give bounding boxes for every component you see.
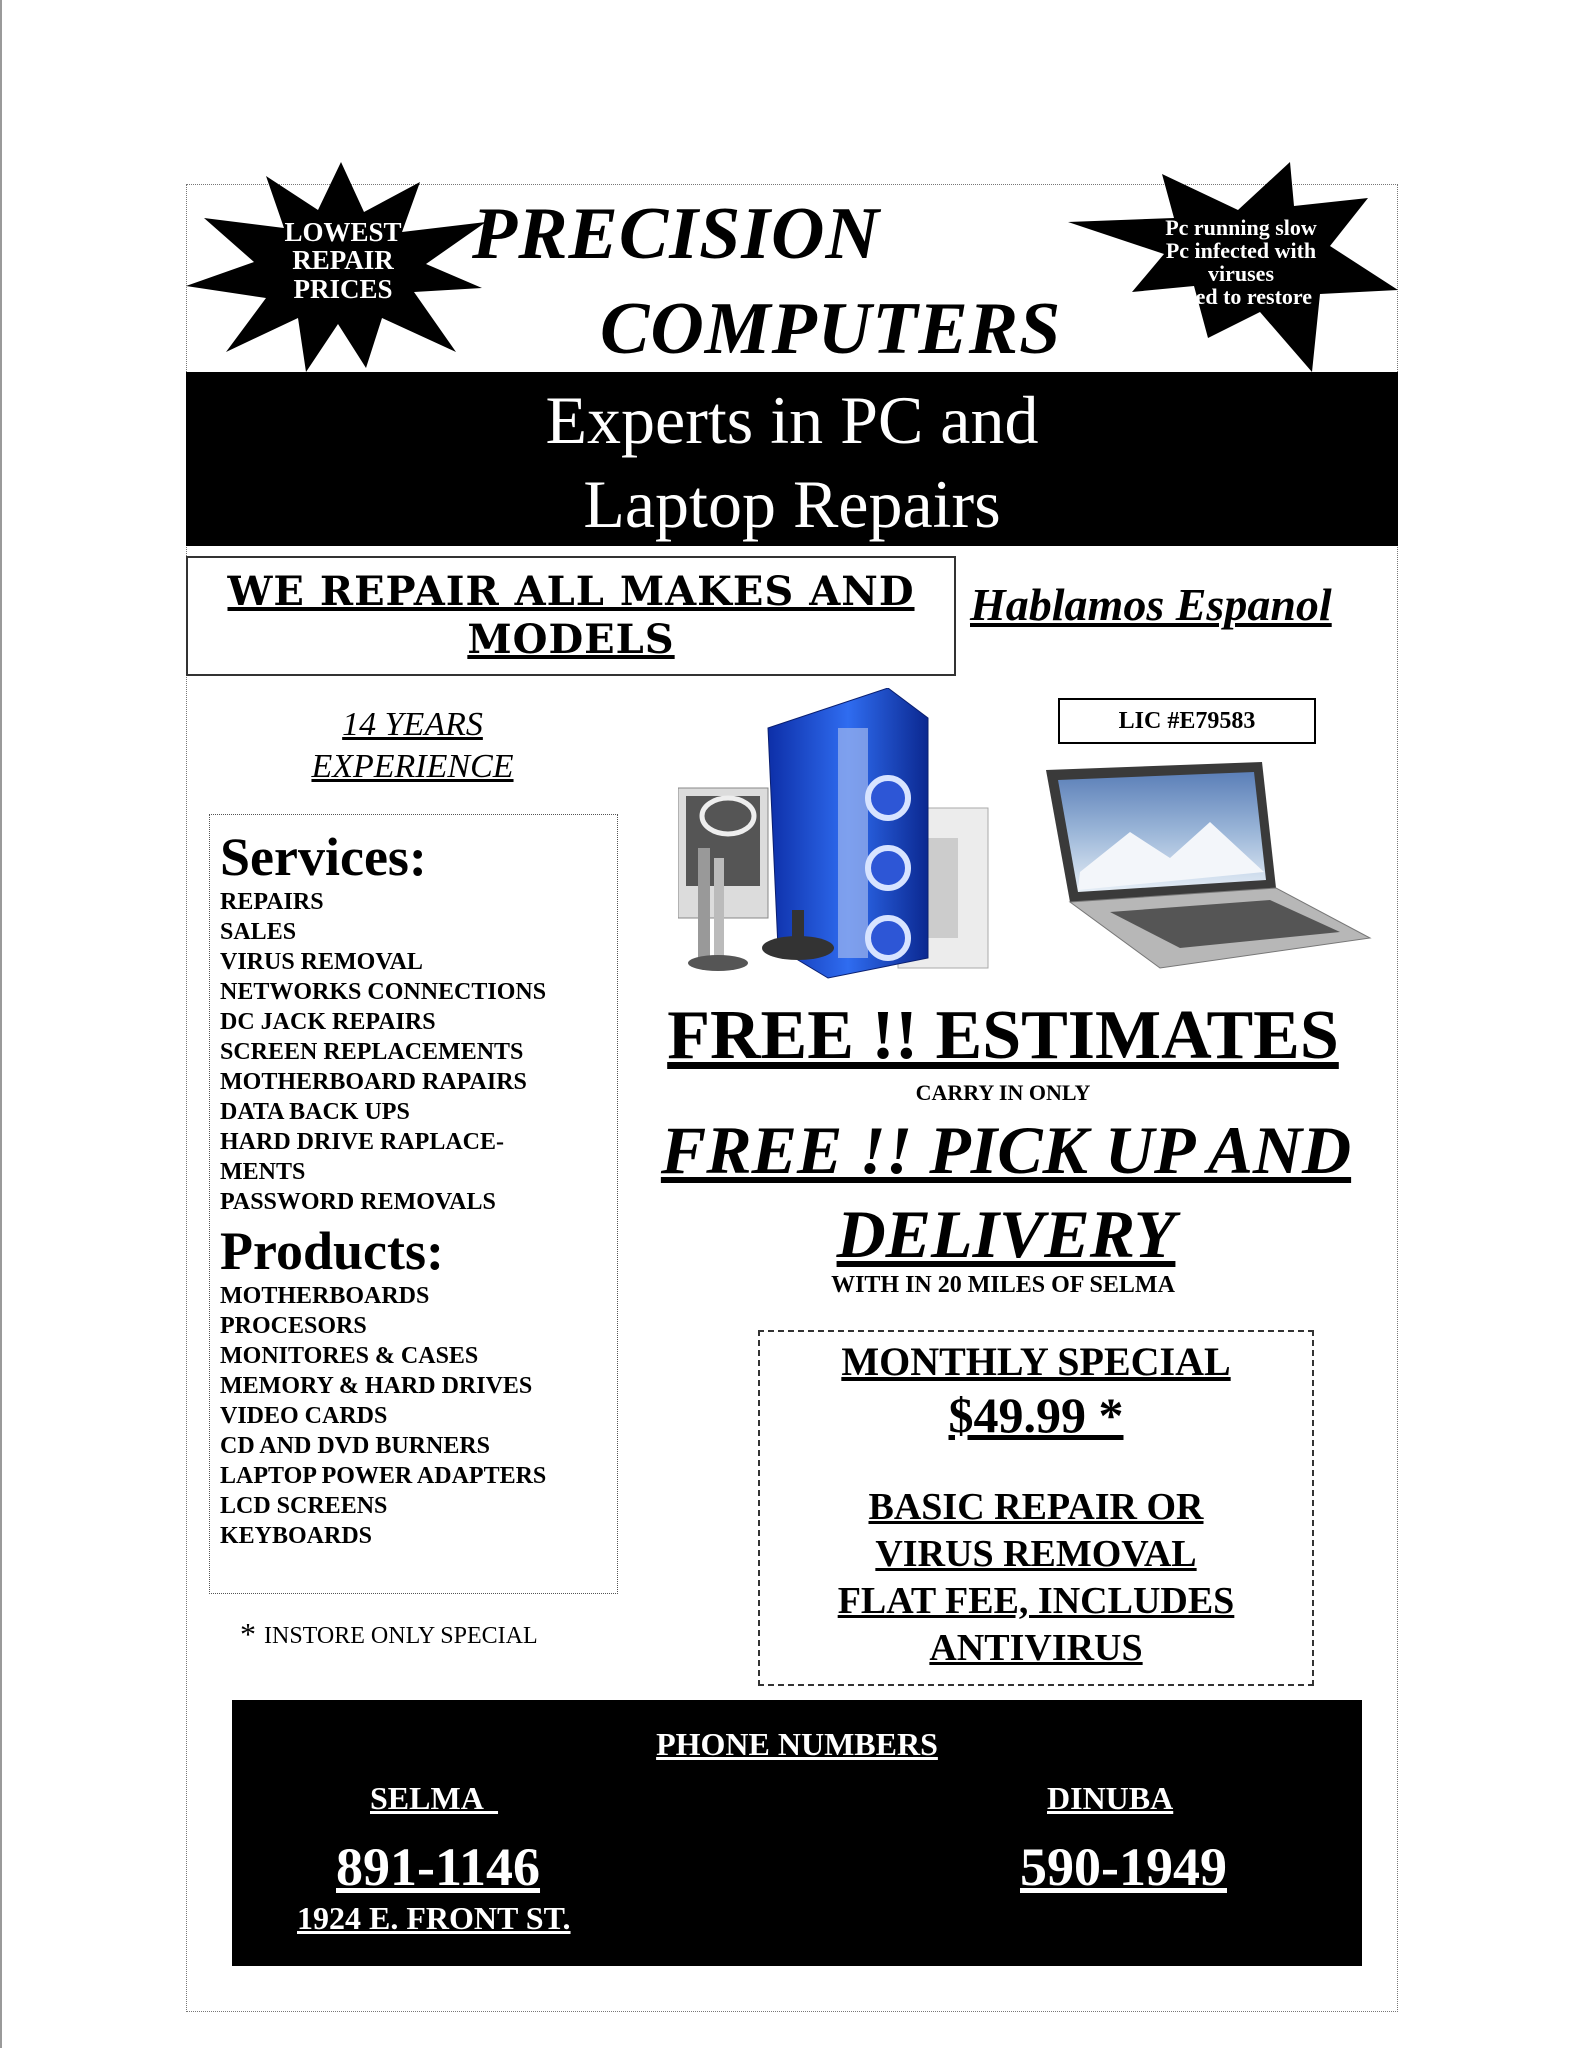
repair-all-makes-box (186, 556, 956, 676)
business-name-line-2: COMPUTERS (600, 288, 1062, 370)
repair-box-line-1: WE REPAIR ALL MAKES AND (227, 568, 915, 615)
special-line: VIRUS REMOVAL (875, 1533, 1197, 1575)
special-line: FLAT FEE, INCLUDES (837, 1580, 1235, 1622)
laptop-icon (1040, 762, 1380, 972)
product-item: PROCESORS (220, 1313, 367, 1339)
monthly-special-description (760, 1484, 1312, 1672)
service-item: SALES (220, 919, 297, 945)
service-item: HARD DRIVE RAPLACE- (220, 1129, 505, 1155)
business-name-line-1: PRECISION (472, 193, 880, 275)
phone-numbers-title: PHONE NUMBERS (656, 1726, 938, 1762)
badge-left-line-2: REPAIR (292, 245, 394, 276)
service-item: SCREEN REPLACEMENTS (220, 1039, 524, 1065)
desktop-computer-image (678, 688, 998, 980)
product-item: CD AND DVD BURNERS (220, 1433, 491, 1459)
monthly-special-box (758, 1330, 1314, 1686)
service-item: NETWORKS CONNECTIONS (220, 979, 547, 1005)
product-item: MEMORY & HARD DRIVES (220, 1373, 533, 1399)
banner-line-2: Laptop Repairs (583, 466, 1001, 542)
banner-line-1: Experts in PC and (545, 382, 1039, 458)
badge-left-line-3: PRICES (293, 273, 393, 304)
hablamos-espanol: Hablamos Espanol (970, 579, 1332, 630)
badge-right-line-1: Pc running slow (1165, 216, 1317, 240)
free-pickup-delivery (630, 1108, 1382, 1276)
license-number: LIC #E79583 (1058, 698, 1316, 744)
dinuba-phone-number: 590-1949 (1020, 1837, 1227, 1897)
service-item: VIRUS REMOVAL (220, 949, 423, 975)
experience-line-2: EXPERIENCE (311, 748, 514, 785)
free-pickup-line-1: FREE !! PICK UP AND (660, 1112, 1352, 1188)
badge-right-line-3: viruses (1208, 261, 1274, 287)
asterisk: * (240, 1616, 256, 1652)
service-item: DATA BACK UPS (220, 1099, 410, 1125)
lowest-prices-text (258, 218, 428, 326)
delivery-range: WITH IN 20 MILES OF SELMA (831, 1272, 1175, 1298)
pc-problems-text (1134, 216, 1348, 318)
service-item: MOTHERBOARD RAPAIRS (220, 1069, 527, 1095)
free-pickup-line-2: DELIVERY (836, 1196, 1176, 1272)
special-line: ANTIVIRUS (929, 1627, 1143, 1669)
monthly-special-price: $49.99 * (948, 1387, 1124, 1443)
selma-phone-number: 891-1146 (336, 1837, 541, 1897)
service-item: MENTS (220, 1159, 306, 1185)
experts-banner (186, 372, 1398, 546)
special-line: BASIC REPAIR OR (868, 1486, 1204, 1528)
service-item: DC JACK REPAIRS (220, 1009, 436, 1035)
pc-problems-badge (1068, 162, 1398, 372)
selma-address: 1924 E. FRONT ST. (297, 1900, 571, 1936)
repair-box-line-2: MODELS (467, 616, 675, 663)
laptop-image (1040, 762, 1380, 972)
product-item: VIDEO CARDS (220, 1403, 388, 1429)
phone-numbers-panel (232, 1700, 1362, 1966)
free-estimates: FREE !! ESTIMATES (667, 997, 1339, 1074)
carry-in-only: CARRY IN ONLY (915, 1080, 1091, 1105)
services-heading: Services: (220, 827, 427, 887)
monthly-special-title: MONTHLY SPECIAL (841, 1339, 1231, 1384)
badge-right-line-4: Need to restore (1169, 284, 1313, 310)
experience-line-1: 14 YEARS (342, 706, 483, 743)
desktop-tower-icon (678, 688, 998, 980)
lowest-prices-badge (186, 162, 496, 372)
dinuba-label: DINUBA (1047, 1780, 1174, 1816)
product-item: MOTHERBOARDS (220, 1283, 430, 1309)
service-item: REPAIRS (220, 889, 324, 915)
selma-label: SELMA (370, 1780, 499, 1816)
product-item: LAPTOP POWER ADAPTERS (220, 1463, 547, 1489)
product-item: LCD SCREENS (220, 1493, 388, 1519)
services-products-box (209, 814, 618, 1594)
badge-left-line-1: LOWEST (284, 218, 402, 247)
product-item: MONITORES & CASES (220, 1343, 479, 1369)
years-experience (240, 704, 585, 788)
badge-right-line-2: Pc infected with (1165, 238, 1317, 264)
service-item: PASSWORD REMOVALS (220, 1189, 496, 1215)
page-left-edge (0, 0, 2, 2048)
product-item: KEYBOARDS (220, 1523, 373, 1549)
instore-text: INSTORE ONLY SPECIAL (264, 1623, 538, 1649)
products-heading: Products: (220, 1221, 444, 1281)
instore-note (240, 1616, 538, 1653)
